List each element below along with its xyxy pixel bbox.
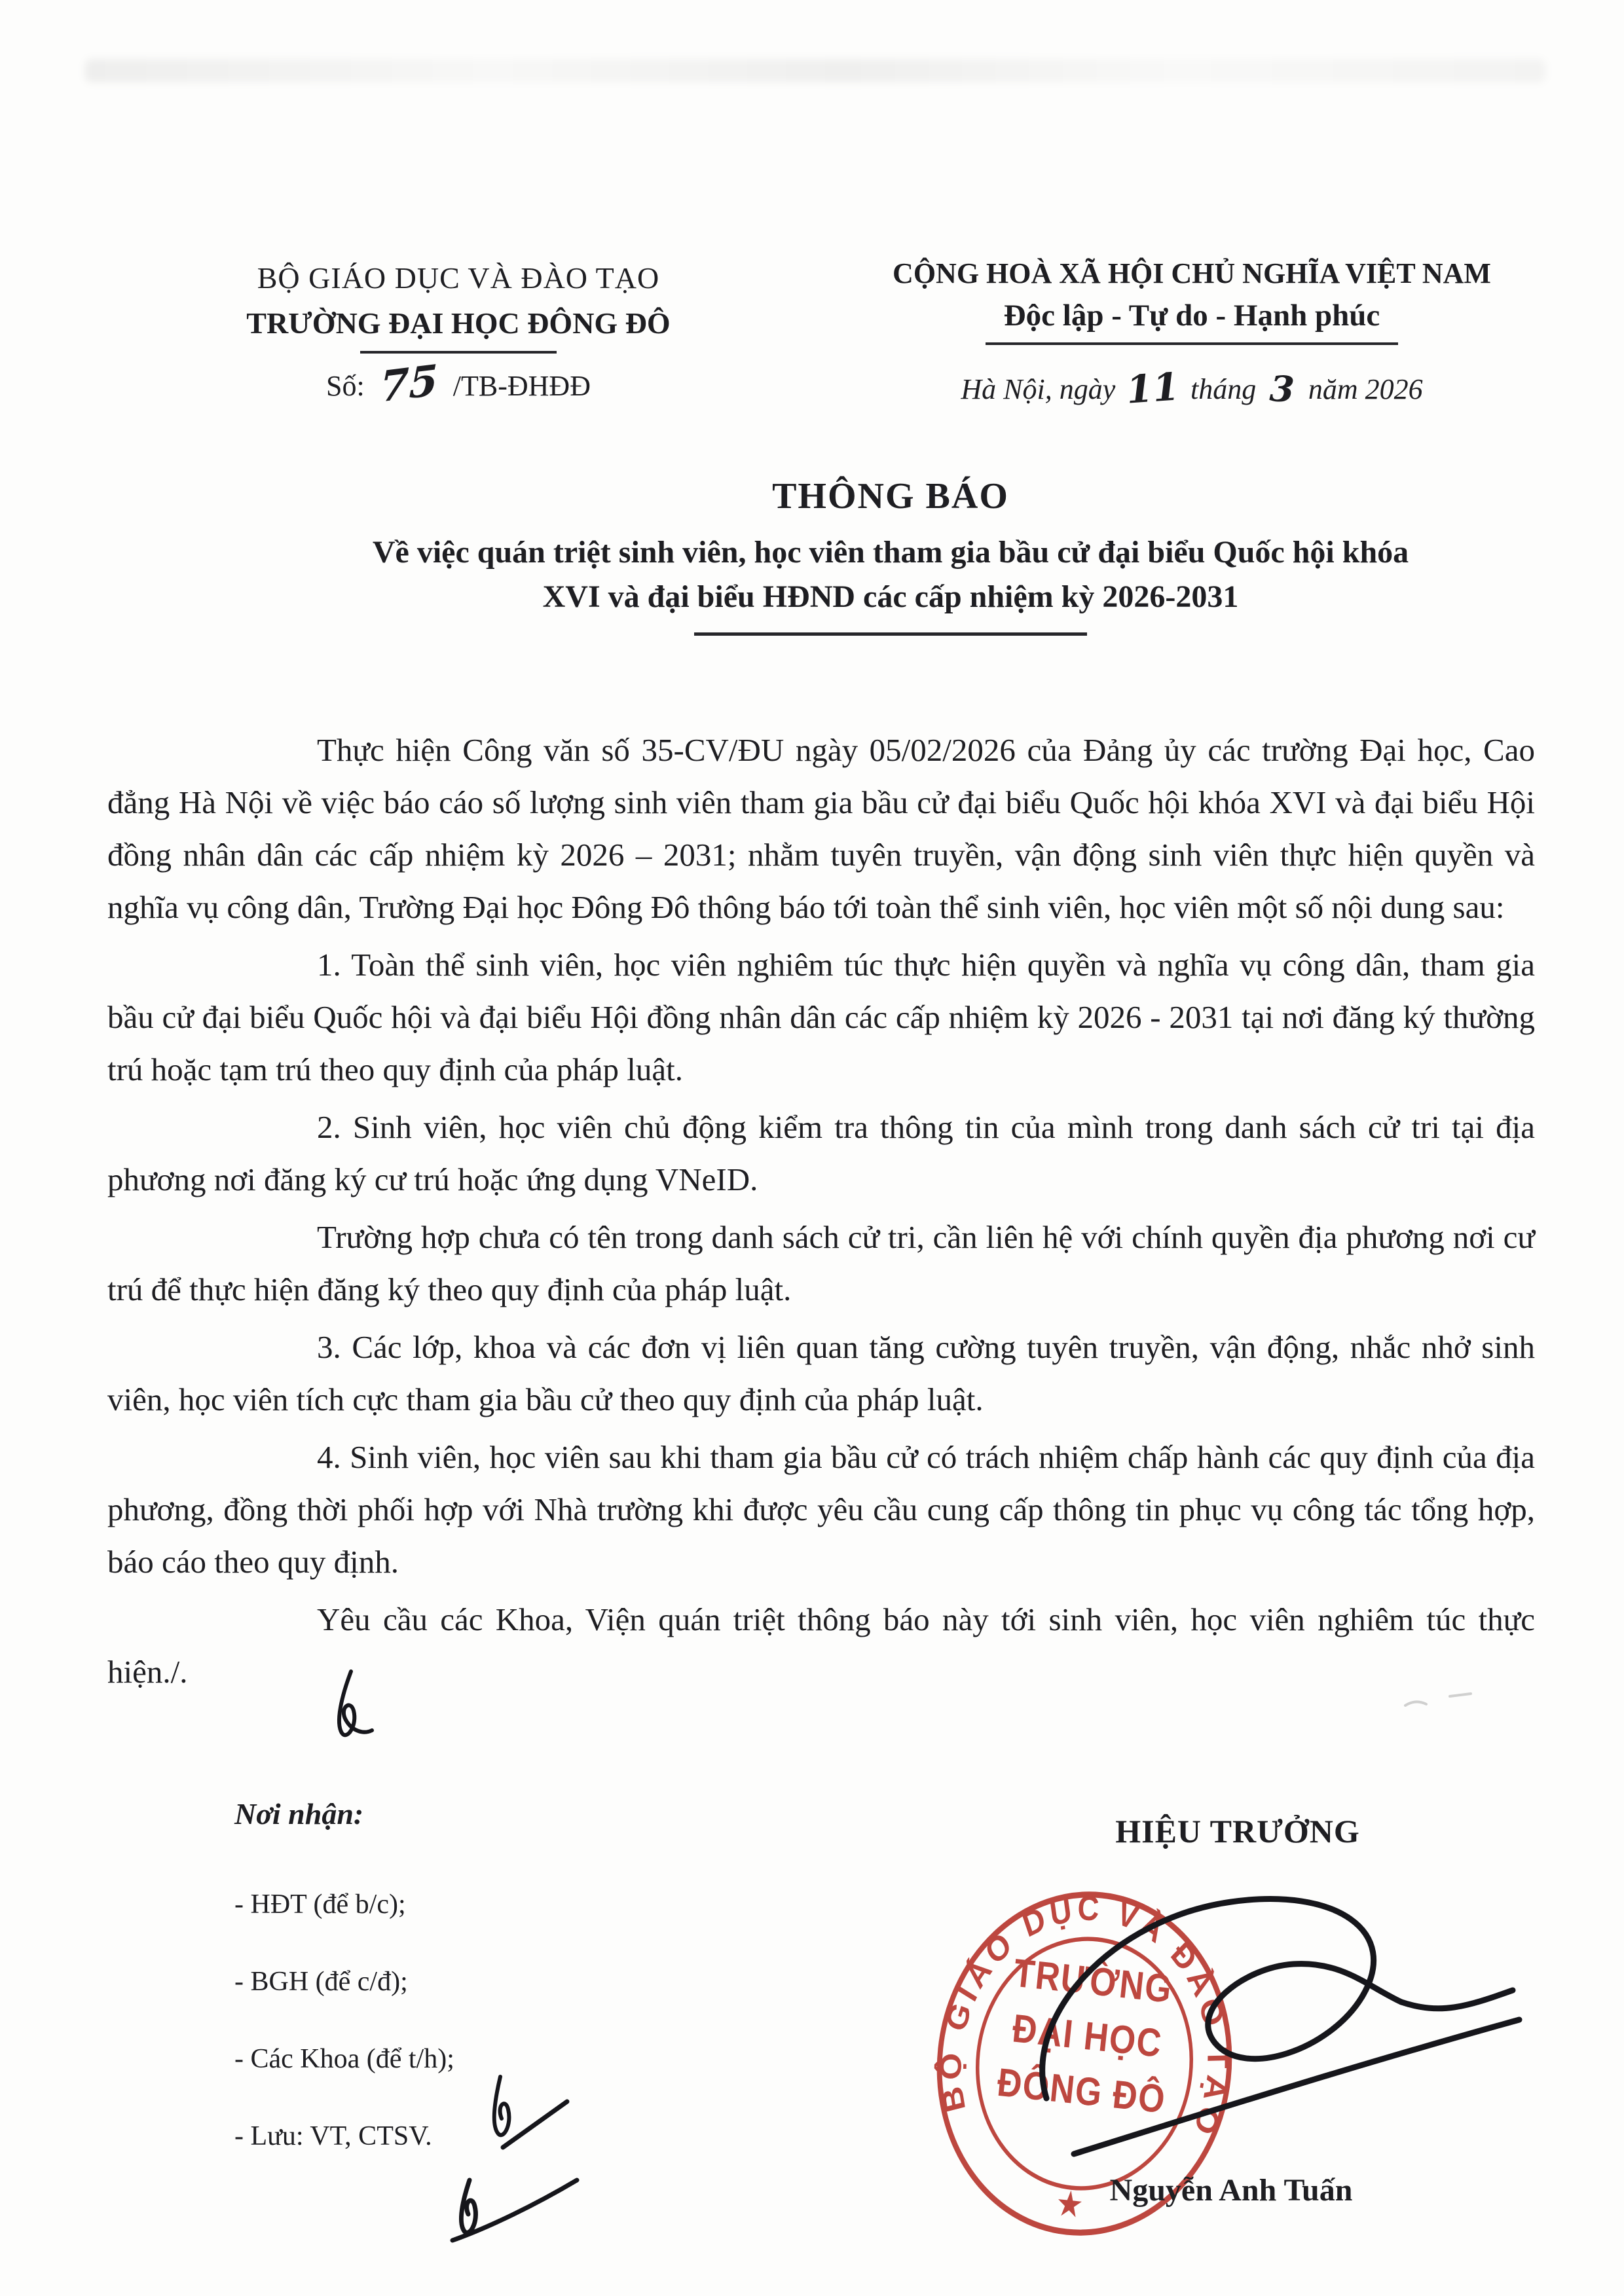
date-prefix: Hà Nội, ngày bbox=[961, 373, 1116, 405]
recipient-item: - Các Khoa (để t/h); bbox=[234, 2044, 454, 2074]
signature bbox=[1008, 1872, 1545, 2187]
paragraph-intro: Thực hiện Công văn số 35-CV/ĐU ngày 05/02/2026 của Đảng ủy các trường Đại học, Cao đẳng Hà Nội về việc báo cáo số lượng sinh viên tham gia bầu cử đại biểu Quốc hội khóa XVI và đại biểu Hội đồng nhân dân các cấp nhiệm kỳ 2026 – 2031; nhằm tuyên truyền, vận động sinh viên thực hiện quyền và nghĩa vụ công dân, Trường Đại học Đông Đô thông báo tới toàn thể sinh viên, học viên một số nội dung sau: bbox=[107, 732, 1535, 925]
national-motto-line2: Độc lập - Tự do - Hạnh phúc bbox=[1003, 299, 1380, 333]
scan-artifact-band bbox=[85, 59, 1545, 82]
date-month-label: tháng bbox=[1190, 373, 1257, 405]
document-number-suffix: /TB-ĐHĐĐ bbox=[452, 370, 591, 402]
stamp-center-line1: TRƯỜNG bbox=[1012, 1950, 1175, 2011]
paragraph-item-4: 4. Sinh viên, học viên sau khi tham gia bầu cử có trách nhiệm chấp hành các quy định của địa phương, đồng thời phối hợp với Nhà trường khi được yêu cầu cung cấp thông tin phục vụ công tác tổng hợp, báo cáo theo quy định. bbox=[107, 1439, 1535, 1580]
handwritten-check-mark-1 bbox=[485, 2069, 573, 2160]
paragraph-item-2b: Trường hợp chưa có tên trong danh sách cử tri, cần liên hệ với chính quyền địa phương nơi cư trú để thực hiện đăng ký theo quy định của pháp luật. bbox=[107, 1219, 1535, 1307]
handwritten-check-mark-2 bbox=[449, 2153, 586, 2248]
paragraph-item-1: 1. Toàn thể sinh viên, học viên nghiêm túc thực hiện quyền và nghĩa vụ công dân, tham gia bầu cử đại biểu Quốc hội và đại biểu Hội đồng nhân dân các cấp nhiệm kỳ 2026 - 2031 tại nơi đăng ký thường trú hoặc tạm trú theo quy định của pháp luật. bbox=[107, 947, 1535, 1087]
document-subtitle bbox=[210, 530, 1572, 619]
signature-stroke-flourish bbox=[1074, 2020, 1519, 2154]
issuer-underline bbox=[360, 351, 557, 354]
signature-stroke-main bbox=[1043, 1899, 1513, 2098]
recipients-label: Nơi nhận: bbox=[234, 1797, 364, 1831]
document-number-label: Số: bbox=[326, 370, 365, 402]
ministry-name: BỘ GIÁO DỤC VÀ ĐÀO TẠO bbox=[257, 261, 660, 295]
date-year: năm 2026 bbox=[1308, 373, 1423, 405]
subtitle-line2: XVI và đại biểu HĐND các cấp nhiệm kỳ 2026-2031 bbox=[542, 579, 1239, 614]
document-number-line bbox=[164, 355, 753, 412]
document-body bbox=[107, 724, 1535, 1704]
star-icon: ★ bbox=[1054, 2182, 1086, 2227]
document-number-handwritten: 75 bbox=[379, 355, 439, 412]
school-name: TRƯỜNG ĐẠI HỌC ĐÔNG ĐÔ bbox=[246, 306, 671, 340]
paragraph-item-3: 3. Các lớp, khoa và các đơn vị liên quan tăng cường tuyên truyền, vận động, nhắc nhở sinh viên, học viên tích cực tham gia bầu cử theo quy định của pháp luật. bbox=[107, 1329, 1535, 1417]
stamp-ring-text: BỘ GIÁO DỤC VÀ ĐÀO TẠO bbox=[934, 1889, 1235, 2145]
paragraph-closing: Yêu cầu các Khoa, Viện quán triệt thông báo này tới sinh viên, học viên nghiêm túc thực hiện./. bbox=[107, 1601, 1535, 1690]
recipients-block bbox=[234, 1795, 454, 2195]
paragraph-item-2: 2. Sinh viên, học viên chủ động kiểm tra thông tin của mình trong danh sách cử tri tại địa phương nơi đăng ký cư trú hoặc ứng dụng VNeID. bbox=[107, 1109, 1535, 1197]
recipient-item: - BGH (để c/đ); bbox=[234, 1967, 408, 1997]
title-underline bbox=[694, 632, 1087, 636]
stamp-center-line2: ĐẠI HỌC bbox=[1010, 2005, 1165, 2066]
stamp-center-line3: ĐÔNG ĐÔ bbox=[995, 2059, 1168, 2122]
recipient-item: - Lưu: VT, CTSV. bbox=[234, 2121, 432, 2151]
recipient-item: - HĐT (để b/c); bbox=[234, 1889, 406, 1920]
faint-pencil-marks bbox=[1401, 1686, 1480, 1715]
header-issuer-block bbox=[164, 261, 753, 412]
national-motto-line1: CỘNG HOÀ XÃ HỘI CHỦ NGHĨA VIỆT NAM bbox=[893, 257, 1491, 289]
date-line bbox=[822, 363, 1562, 412]
motto-underline bbox=[986, 342, 1398, 345]
document-title: THÔNG BÁO bbox=[772, 476, 1009, 517]
date-month-handwritten: 3 bbox=[1268, 367, 1296, 410]
handwritten-initial-mark bbox=[322, 1666, 381, 1745]
signer-title: HIỆU TRƯỞNG bbox=[1115, 1813, 1360, 1850]
signer-name: Nguyễn Anh Tuấn bbox=[1109, 2173, 1353, 2208]
header-national-block bbox=[822, 257, 1562, 412]
title-block bbox=[210, 475, 1572, 636]
subtitle-line1: Về việc quán triệt sinh viên, học viên tham gia bầu cử đại biểu Quốc hội khóa bbox=[372, 535, 1409, 570]
date-day-handwritten: 11 bbox=[1125, 364, 1181, 412]
